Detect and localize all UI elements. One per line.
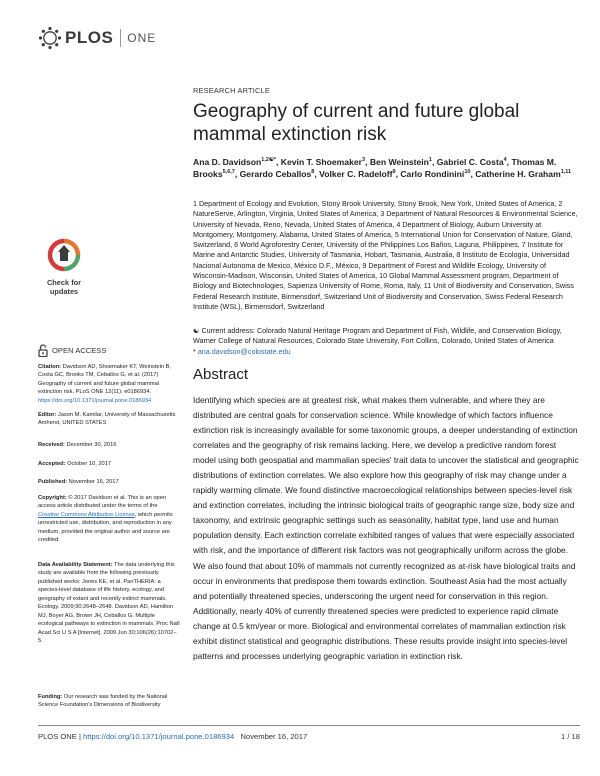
license-link[interactable]: Creative Commons Attribution License bbox=[38, 511, 135, 518]
plos-logo[interactable] bbox=[38, 26, 156, 50]
published-label: Published: bbox=[38, 479, 68, 485]
author-name[interactable]: Ana D. Davidson bbox=[193, 157, 262, 167]
author-affiliation-marker: 3 bbox=[362, 157, 366, 164]
accepted-date: October 10, 2017 bbox=[67, 461, 112, 467]
author-affiliation-marker: 1,2☯* bbox=[261, 157, 277, 164]
email-marker: * bbox=[193, 346, 198, 356]
affiliations: 1 Department of Ecology and Evolution, Stony Brook University, Stony Brook, New York, United States of America, 2 NatureServe, Arlington, Virginia, United States of America, 3 Department of Natural Resources & Environmental Science, University of Nevada, Reno, Nevada, United States of America, 4 Department of Biology, Auburn University at Montgomery, Montgomery, Alabama, United States of America, 5 International Union for Conservation of Nature, Gland, Switzerland, 6 World Agroforestry Center, University of the Philippines Los Baños, Laguna, Philippines, 7 Institute for Marine and Antarctic Studies, University of Tasmania, Hobart, Tasmania, Australia, 8 Instituto de Ecología, Universidad Nacional Autonoma de Mexico, México D.F., México, 9 Department of Forest and Wildlife Ecology, University of Wisconsin-Madison, Wisconsin, United States of America, 10 Global Mammal Assessment program, Department of Biology and Biotechnologies, Sapienza University of Rome, Roma, Italy, 11 Unit of Biodiversity and Conservation, Swiss Federal Research Institute, Birmensdorf, Switzerland Unit of Biodiversity and Conservation, Swiss Federal Research Institute (WSL), Birmensdorf, Switzerland bbox=[193, 199, 578, 311]
footer-separator: | bbox=[76, 732, 84, 741]
author-name[interactable]: Carlo Rondinini bbox=[400, 168, 465, 179]
check-for-updates-icon bbox=[38, 238, 90, 272]
plos-logo-icon bbox=[38, 26, 62, 50]
check-for-updates-label: Check for updates bbox=[46, 278, 82, 296]
citation-block bbox=[38, 363, 180, 405]
author-name[interactable]: Thomas M. Brooks bbox=[193, 157, 557, 179]
citation-doi-link[interactable]: https://doi.org/10.1371/journal.pone.0186934 bbox=[38, 397, 152, 404]
author-affiliation-marker: 4 bbox=[503, 157, 507, 164]
open-access-label: OPEN ACCESS bbox=[52, 346, 107, 355]
footer-doi-link[interactable]: https://doi.org/10.1371/journal.pone.0186934 bbox=[83, 732, 235, 741]
copyright-block bbox=[38, 494, 180, 545]
author-affiliation-marker: 5,6,7 bbox=[222, 168, 235, 175]
logo-journal: ONE bbox=[127, 31, 157, 45]
citation-text: Davidson AD, Shoemaker KT, Weinstein B, Costa GC, Brooks TM, Ceballos G, et al. (2017) Geography of current and future global mammal extinction risk. PLoS ONE 12(11): e0186934. bbox=[38, 364, 171, 396]
article-type: RESEARCH ARTICLE bbox=[193, 86, 270, 95]
footer-journal: PLOS ONE bbox=[38, 732, 77, 741]
correspondence-email-row bbox=[193, 347, 579, 357]
author-name[interactable]: Kevin T. Shoemaker bbox=[280, 157, 362, 167]
funding-block bbox=[38, 693, 180, 710]
open-access-badge bbox=[38, 344, 106, 357]
current-address: ☯ Current address: Colorado Natural Heritage Program and Department of Fish, Wildlife, and Conservation Biology, Warner College of Natural Resources, Colorado State University, Fort Collins, Colorado, United States of America bbox=[193, 326, 562, 346]
footer-divider bbox=[38, 725, 580, 726]
copyright-label: Copyright: bbox=[38, 495, 67, 501]
footer-left bbox=[38, 732, 307, 741]
author-name[interactable]: Catherine H. Graham bbox=[475, 168, 561, 179]
funding-label: Funding: bbox=[38, 694, 63, 700]
accepted-block bbox=[38, 460, 180, 468]
author-list: Ana D. Davidson$^{1,2☯*}$, Kevin T. Shoemaker$^3$, Ben Weinstein$^1$, Gabriel C. Costa$^4$, Thomas M. Brooks$^{5,6,7}$, Gerardo Ceballos$^8$, Volker C. Radeloff$^9$, Carlo Rondinini$^{10}$, Catherine H. Graham$^{1,11}$ bbox=[193, 157, 572, 179]
editor-label: Editor: bbox=[38, 412, 57, 418]
logo-wordmark: PLOS bbox=[65, 28, 114, 47]
footer-date: November 16, 2017 bbox=[240, 732, 308, 741]
article-title: Geography of current and future global mammal extinction risk bbox=[193, 101, 520, 145]
email-link[interactable]: ana.davidson@colostate.edu bbox=[197, 346, 291, 356]
received-block bbox=[38, 441, 180, 449]
author-affiliation-marker: 1,11 bbox=[560, 168, 572, 175]
citation-label: Citation: bbox=[38, 364, 62, 370]
author-name[interactable]: Gabriel C. Costa bbox=[436, 157, 504, 167]
logo-separator bbox=[120, 29, 121, 47]
open-lock-icon bbox=[38, 344, 48, 357]
funding-text: Our research was funded by the National Science Foundation's Dimensions of Biodiversity bbox=[38, 694, 168, 709]
received-label: Received: bbox=[38, 442, 65, 448]
page-number: 1 / 18 bbox=[561, 732, 580, 741]
check-for-updates-badge[interactable] bbox=[38, 238, 90, 296]
published-block bbox=[38, 478, 180, 486]
current-address-block bbox=[193, 326, 579, 357]
author-name[interactable]: Volker C. Radeloff bbox=[319, 168, 393, 179]
page-footer bbox=[38, 732, 580, 741]
received-date: December 30, 2016 bbox=[66, 442, 117, 448]
abstract-text: Identifying which species are at greatest risk, what makes them vulnerable, and where they are distributed are central goals for conservation science. While knowledge of which factors influence extinction risk is increasingly available for some taxonomic groups, a deeper understanding of extinction correlates and the geography of risk remains lacking. Here, we develop a predictive random forest model using both geospatial and mammalian species' trait data to uncover the statistical and geographic distributions of extinction correlates. We also explore how this geography of risk may change under a rapidly warming climate. We found distinctive macroecological relationships between species-level risk and extinction correlates, including the intrinsic biological traits of geographic range size, body size and taxonomy, and extrinsic geographic settings such as seasonality, habitat type, land use and human population density. Each extinction correlate exhibited ranges of values that were especially associated with risk, and the importance of different risk factors was not geographically uniform across the globe. We also found that about 10% of mammals not currently recognized as at-risk have biological traits and occur in environments that predispose them towards extinction. Southeast Asia had the most actually and potentially threatened species, underscoring the urgent need for conservation in this region. Additionally, nearly 40% of currently threatened species were predicted to experience rapid climate change at 0.5 km/year or more. Biological and environmental correlates of mammalian extinction risk exhibit distinct statistical and geographic distributions. These results provide insight into species-level patterns and processes underlying geographic variation in extinction risk. bbox=[193, 395, 579, 661]
data-availability-label: Data Availability Statement: bbox=[38, 562, 113, 568]
editor-text: Jason M. Kamilar, University of Massachusetts Amherst, UNITED STATES bbox=[38, 412, 176, 427]
copyright-text: © 2017 Davidson et al. This is an open access article distributed under the terms of the bbox=[38, 495, 167, 510]
data-availability-text: The data underlying this study are available from the following previously published works: Jones KE, et al. PanTHERIA: a species-level database of life history, ecology, and geography of extant and recently extinct mammals. Ecology. 2009;90:2648–2648. Davidson AD, Hamilton MJ, Boyer AG, Brown JH, Ceballos G. Multiple ecological pathways to extinction in mammals. Proc Natl Acad Sci U S A [Internet]. 2009 Jun 30;106(26):10702–5. bbox=[38, 562, 180, 645]
published-date: November 16, 2017 bbox=[68, 479, 119, 485]
author-affiliation-marker: 9 bbox=[392, 168, 396, 175]
accepted-label: Accepted: bbox=[38, 461, 66, 467]
author-affiliation-marker: 8 bbox=[311, 168, 315, 175]
abstract-heading: Abstract bbox=[193, 366, 249, 383]
data-availability-block bbox=[38, 561, 180, 646]
author-name[interactable]: Gerardo Ceballos bbox=[239, 168, 312, 179]
copyright-text-end: , which permits unrestricted use, distribution, and reproduction in any medium, provided the original author and source are credited. bbox=[38, 511, 173, 544]
author-name[interactable]: Ben Weinstein bbox=[369, 157, 429, 167]
author-affiliation-marker: 1 bbox=[428, 157, 432, 164]
editor-block bbox=[38, 411, 180, 428]
author-affiliation-marker: 10 bbox=[464, 168, 471, 175]
